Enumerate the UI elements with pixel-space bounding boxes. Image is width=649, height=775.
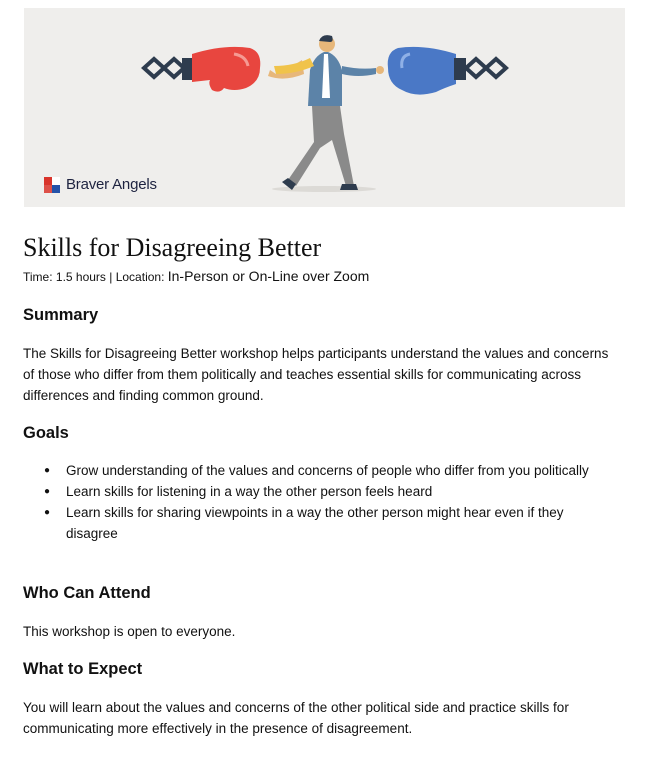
summary-heading: Summary	[23, 306, 99, 324]
goals-list	[23, 460, 608, 544]
goal-item: ● Learn skills for sharing viewpoints in a way the other person might hear even if they disagree	[66, 502, 608, 544]
hero-banner	[24, 8, 625, 207]
attend-section	[23, 582, 623, 604]
red-boxing-glove-icon	[192, 47, 260, 92]
workshop-content	[23, 230, 623, 285]
summary-text: The Skills for Disagreeing Better workshop helps participants understand the values and concerns of those who differ from them politically and teaches essential skills for communicating across differences and finding common ground.	[23, 346, 609, 403]
workshop-meta	[23, 268, 623, 285]
goals-section	[23, 422, 623, 444]
goal-item: ● Grow understanding of the values and concerns of people who differ from you politically	[66, 460, 608, 481]
goals-heading: Goals	[23, 424, 69, 442]
meta-time: Time: 1.5 hours | Location:	[23, 270, 168, 284]
brand-name: Braver Angels	[66, 176, 157, 193]
brand-logo[interactable]	[44, 176, 157, 193]
attend-body	[23, 621, 623, 642]
summary-section	[23, 304, 623, 326]
expect-section	[23, 658, 623, 680]
meta-location: In-Person or On-Line over Zoom	[167, 268, 370, 284]
person-illustration	[268, 35, 384, 192]
page-title: Skills for Disagreeing Better	[23, 233, 322, 262]
goal-item: ● Learn skills for listening in a way the other person feels heard	[66, 481, 608, 502]
expect-heading: What to Expect	[23, 660, 143, 678]
brand-logo-icon	[44, 177, 60, 193]
attend-heading: Who Can Attend	[23, 584, 151, 602]
attend-text: This workshop is open to everyone.	[23, 624, 236, 639]
left-spring-arm	[144, 59, 184, 77]
expect-body	[23, 697, 623, 739]
summary-body	[23, 343, 618, 406]
expect-text: You will learn about the values and concerns of the other political side and practice skills for communicating more effectively in the presence of disagreement.	[23, 700, 569, 736]
blue-boxing-glove-icon	[388, 47, 456, 95]
right-spring-arm	[466, 59, 506, 77]
